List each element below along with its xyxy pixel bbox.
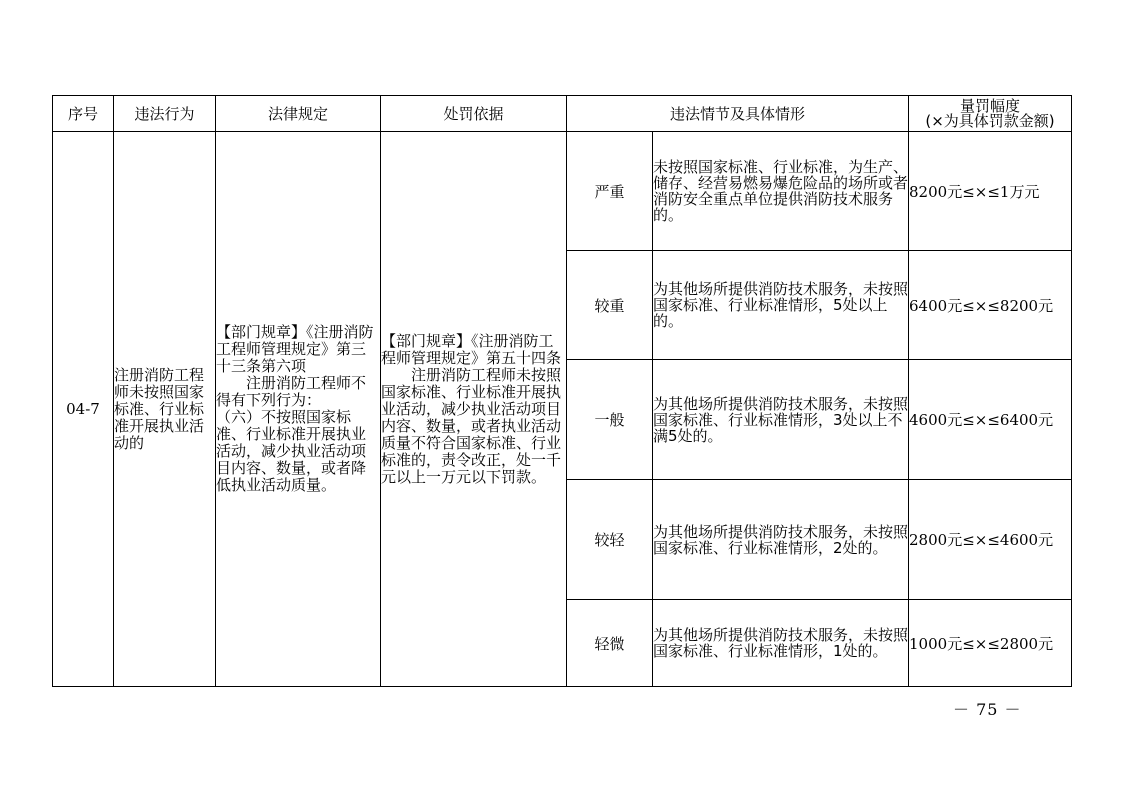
penalty-table [52,95,1072,687]
header-act: 违法行为 [114,96,216,132]
header-penalty [909,96,1072,132]
header-penalty-title: 量罚幅度 [960,96,1021,115]
desc-cell: 为其他场所提供消防技术服务，未按照国家标准、行业标准情形，5处以上的。 [653,251,909,360]
desc-cell: 未按照国家标准、行业标准，为生产、储存、经营易燃易爆危险品的场所或者消防安全重点单位提供消防技术服务的。 [653,132,909,251]
desc-cell: 为其他场所提供消防技术服务，未按照国家标准、行业标准情形，2处的。 [653,480,909,600]
desc-cell: 为其他场所提供消防技术服务，未按照国家标准、行业标准情形，1处的。 [653,600,909,687]
level-cell: 较重 [567,251,653,360]
amount-cell: 2800元≤×≤4600元 [909,480,1072,600]
level-cell: 一般 [567,360,653,480]
law-clause-intro: 注册消防工程师不得有下列行为： [216,374,367,409]
amount-cell: 1000元≤×≤2800元 [909,600,1072,687]
desc-cell: 为其他场所提供消防技术服务，未按照国家标准、行业标准情形，3处以上不满5处的。 [653,360,909,480]
amount-cell: 6400元≤×≤8200元 [909,251,1072,360]
record-basis [381,132,567,687]
level-cell: 轻微 [567,600,653,687]
table-row [53,132,1072,251]
header-circumstance: 违法情节及具体情形 [567,96,909,132]
header-penalty-note: (×为具体罚款金额) [925,111,1055,130]
basis-text: 注册消防工程师未按照国家标准、行业标准开展执业活动，减少执业活动项目内容、数量，或者执业活动质量不符合国家标准、行业标准的，责令改正，处一千元以上一万元以下罚款。 [381,365,562,486]
header-basis: 处罚依据 [381,96,567,132]
record-act: 注册消防工程师未按照国家标准、行业标准开展执业活动的 [114,132,216,687]
header-law: 法律规定 [216,96,381,132]
header-row [53,96,1072,132]
page-number: － 75 － [953,700,1022,719]
amount-cell: 8200元≤×≤1万元 [909,132,1072,251]
amount-cell: 4600元≤×≤6400元 [909,360,1072,480]
level-cell: 较轻 [567,480,653,600]
record-law [216,132,381,687]
header-seq: 序号 [53,96,114,132]
level-cell: 严重 [567,132,653,251]
basis-source: 【部门规章】《注册消防工程师管理规定》第五十四条 [381,331,562,367]
law-source: 【部门规章】《注册消防工程师管理规定》第三十三条第六项 [216,323,374,375]
law-clause-item: （六）不按照国家标准、行业标准开展执业活动，减少执业活动项目内容、数量，或者降低执业活动质量。 [216,408,367,494]
record-seq: 04-7 [53,132,114,687]
